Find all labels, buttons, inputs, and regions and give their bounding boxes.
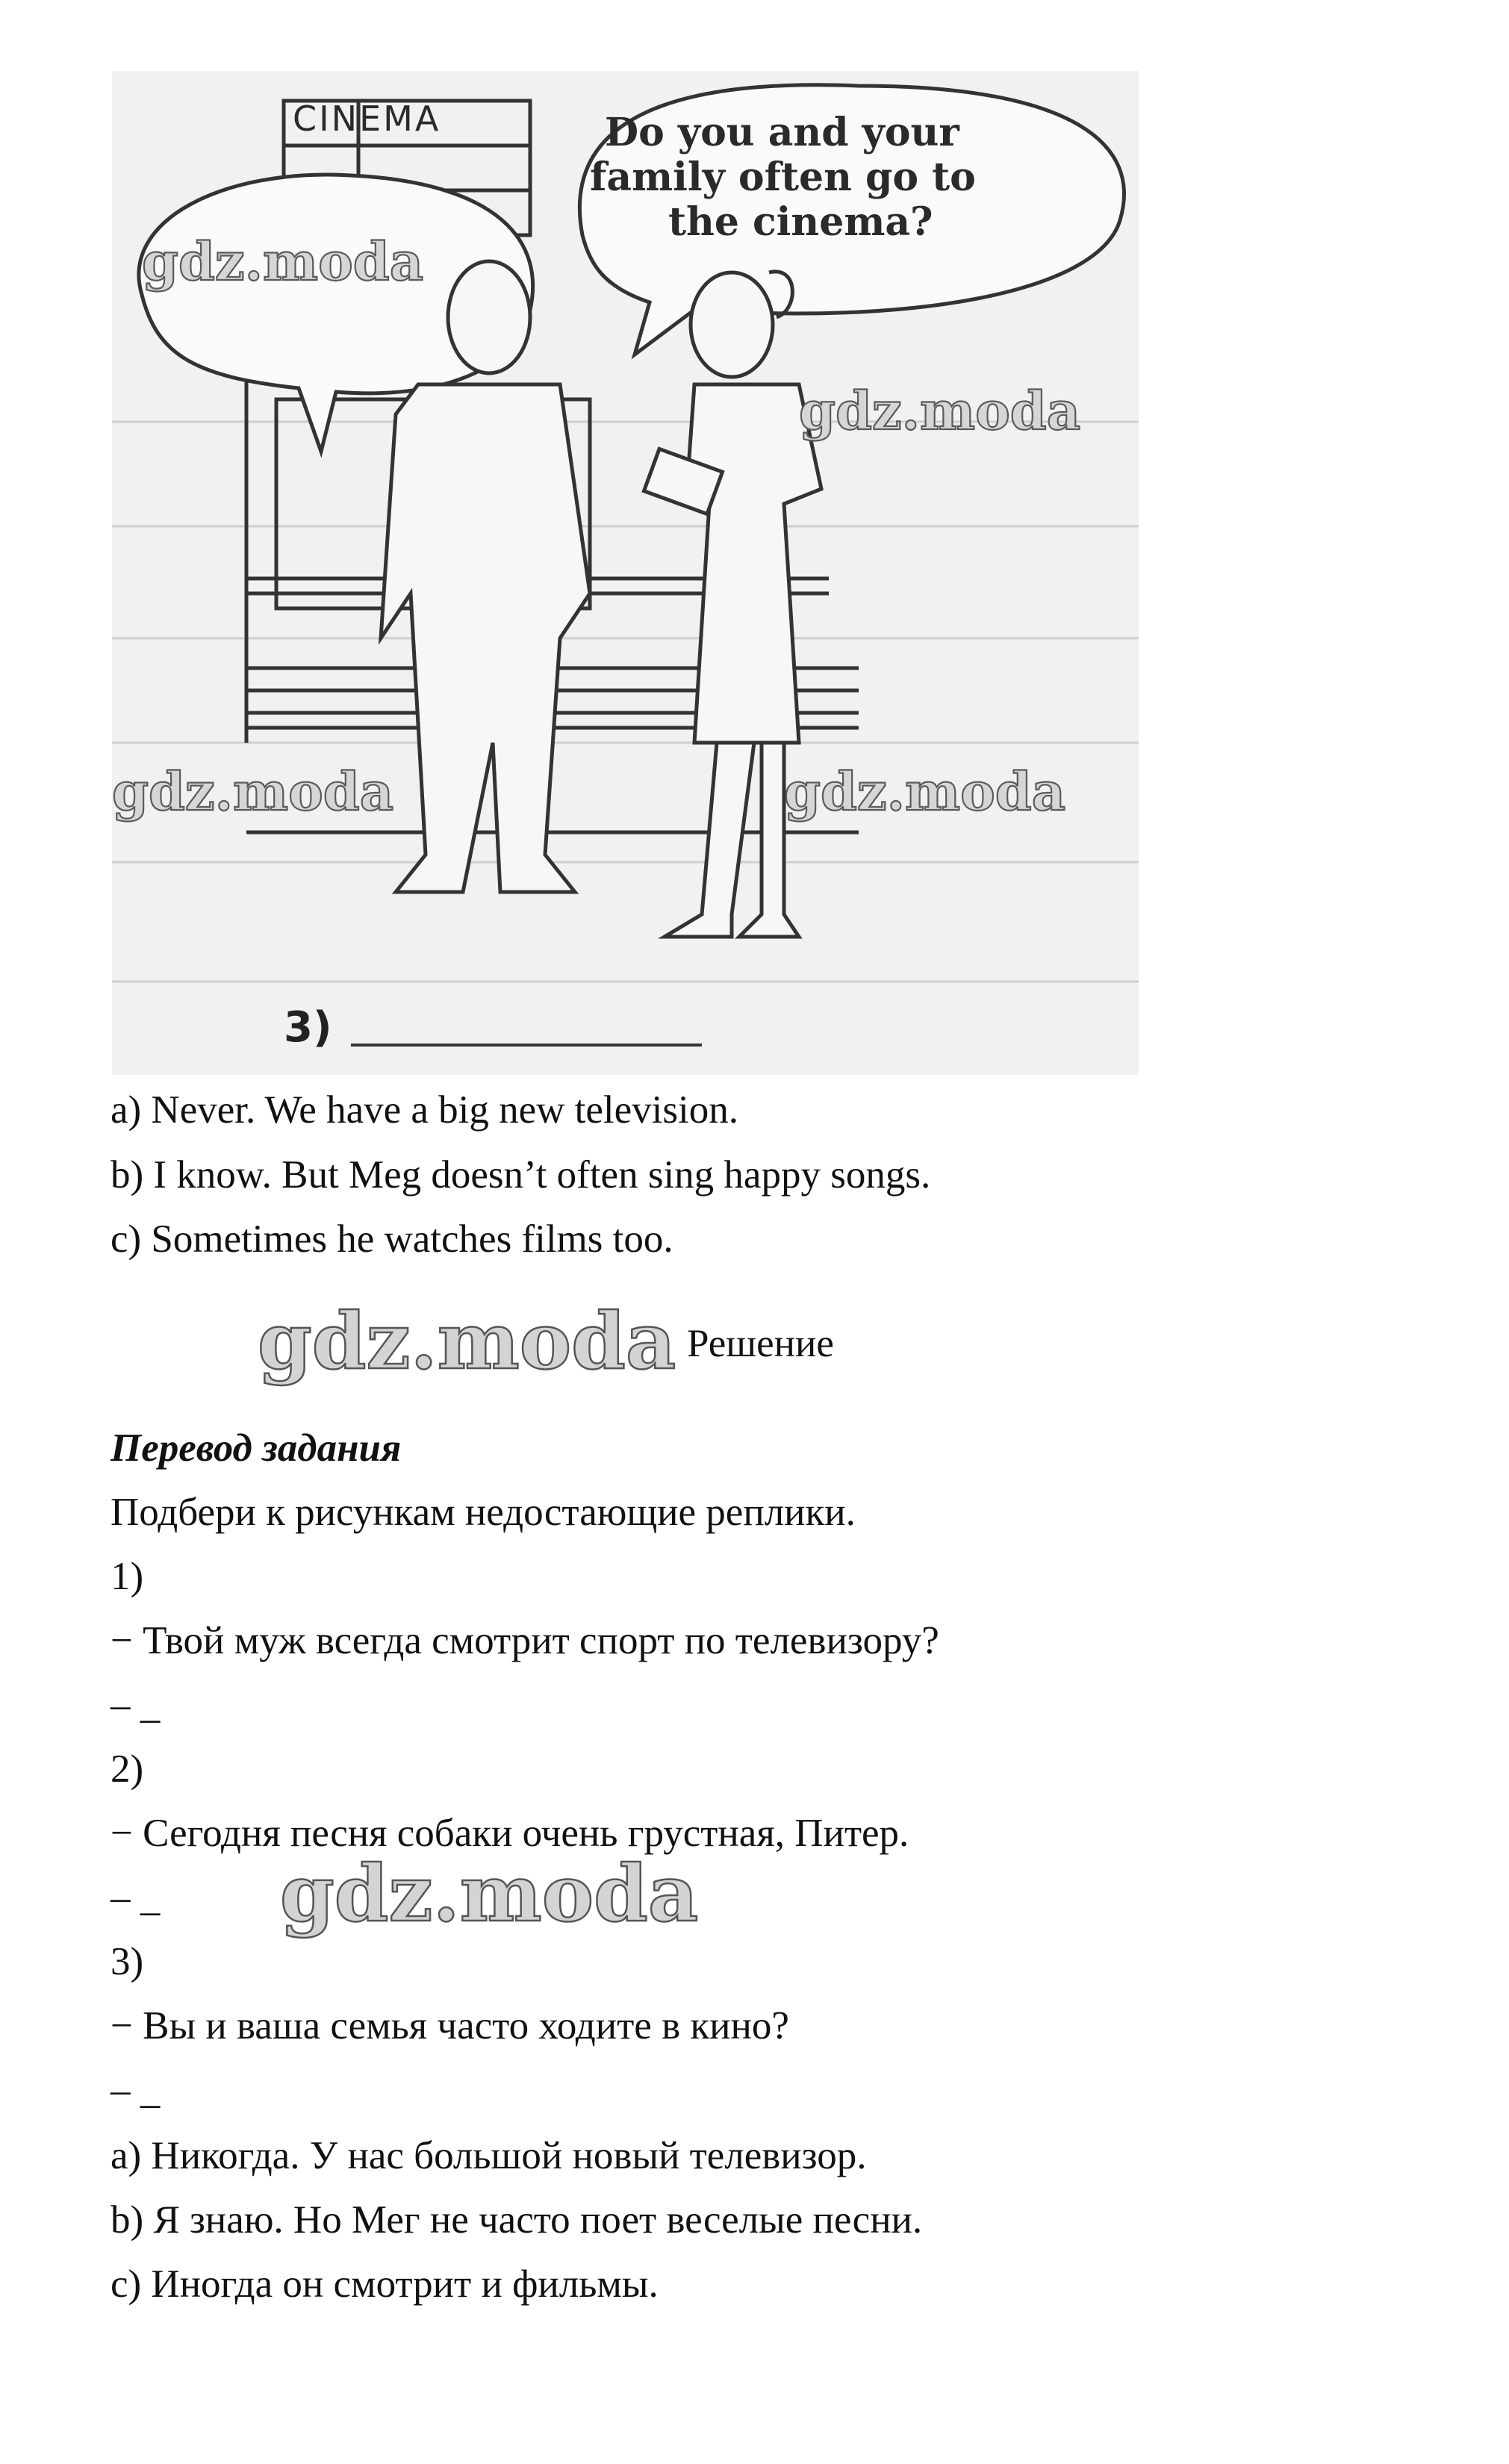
watermark-solution: gdz.moda (258, 1295, 676, 1387)
option-en-b: b) I know. But Meg doesn’t often sing happy songs. (111, 1153, 931, 1197)
cinema-illustration (112, 71, 1139, 1075)
item-2-question: − Сегодня песня собаки очень грустная, Питер. (111, 1812, 909, 1855)
woman-figure (644, 272, 821, 937)
watermark-4: gdz.moda (784, 761, 1066, 823)
bubble-line-3: the cinema? (668, 199, 933, 245)
option-en-a: a) Never. We have a big new television. (111, 1088, 738, 1132)
item-3-question: − Вы и ваша семья часто ходите в кино? (111, 2004, 789, 2047)
option-ru-c: c) Иногда он смотрит и фильмы. (111, 2262, 659, 2306)
item-3-number: 3) (111, 1940, 144, 1983)
option-ru-b: b) Я знаю. Но Мег не часто поет веселые песни. (111, 2198, 923, 2242)
picture-number-label: 3) (284, 1003, 332, 1052)
item-1-number: 1) (111, 1555, 144, 1598)
cinema-drawing (112, 71, 1139, 1075)
item-1-answer: – _ (111, 1683, 161, 1727)
watermark-translation: gdz.moda (280, 1847, 699, 1939)
watermark-1: gdz.moda (142, 231, 424, 293)
option-en-c: c) Sometimes he watches films too. (111, 1217, 673, 1261)
cinema-sign-text: CINEMA (293, 99, 441, 139)
item-1-question: − Твой муж всегда смотрит спорт по телевизору? (111, 1619, 939, 1662)
bubble-line-2: family often go to (590, 155, 976, 200)
bubble-line-1: Do you and your (605, 110, 959, 155)
watermark-3: gdz.moda (112, 761, 394, 823)
translation-heading: Перевод задания (111, 1426, 402, 1470)
item-3-answer: – _ (111, 2068, 161, 2112)
item-2-number: 2) (111, 1747, 144, 1791)
item-2-answer: – _ (111, 1876, 161, 1919)
solution-label: Решение (687, 1322, 834, 1365)
translation-instruction: Подбери к рисункам недостающие реплики. (111, 1491, 856, 1534)
option-ru-a: a) Никогда. У нас большой новый телевизор. (111, 2134, 867, 2177)
watermark-2: gdz.moda (799, 380, 1081, 442)
